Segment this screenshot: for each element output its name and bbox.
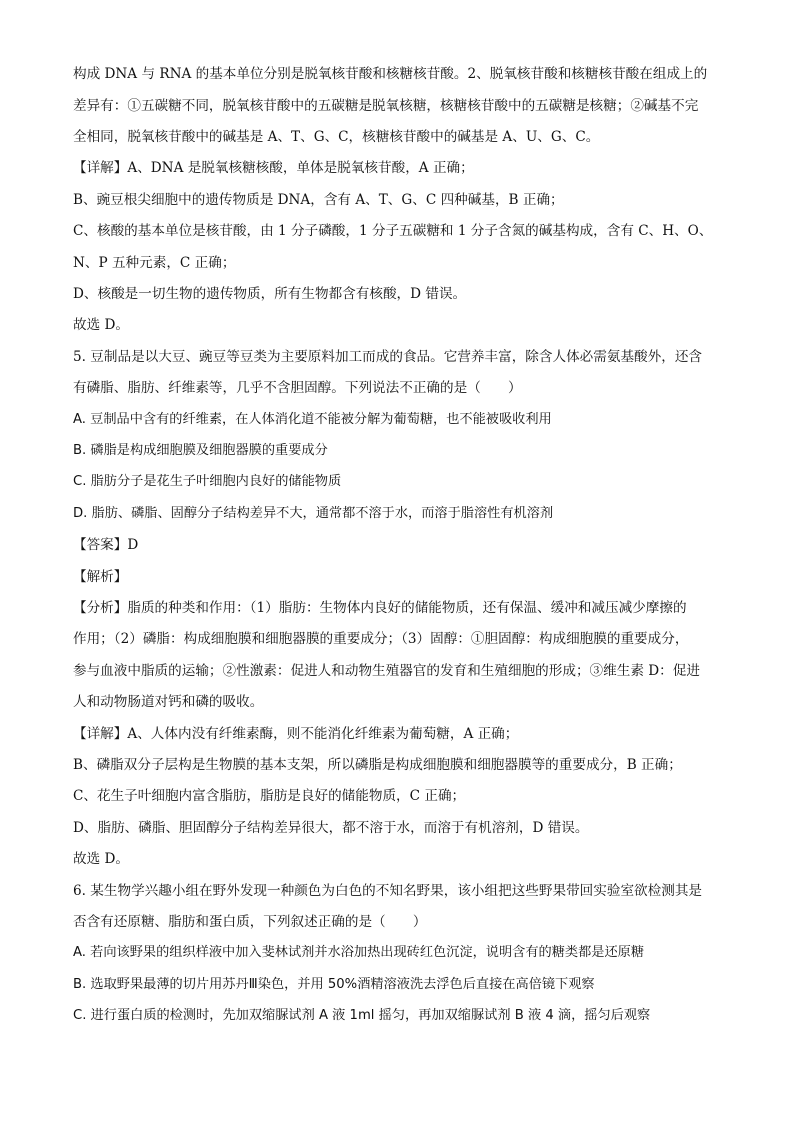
text-line: 差异有：①五碳糖不同，脱氧核苷酸中的五碳糖是脱氧核糖，核糖核苷酸中的五碳糖是核糖；②碱基不完 [73, 98, 699, 114]
text-line: 故选 D。 [73, 317, 130, 333]
text-line: C、核酸的基本单位是核苷酸，由 1 分子磷酸，1 分子五碳糖和 1 分子含氮的碱基构成，含有 C、H、O、 [73, 223, 713, 239]
text-line: B、磷脂双分子层构是生物膜的基本支架，所以磷脂是构成细胞膜和细胞器膜等的重要成分，B 正确； [73, 757, 682, 773]
text-line: 【详解】A、DNA 是脱氧核糖核酸，单体是脱氧核苷酸，A 正确； [73, 160, 474, 176]
question-5-option-c: C. 脂肪分子是花生子叶细胞内良好的储能物质 [73, 474, 342, 489]
text-line: 作用；（2）磷脂：构成细胞膜和细胞器膜的重要成分；（3）固醇：①胆固醇：构成细胞膜的重要成分， [73, 631, 689, 647]
question-5-stem: 5. 豆制品是以大豆、豌豆等豆类为主要原料加工而成的食品。它营养丰富，除含人体必需氨基酸外，还含 [73, 349, 703, 365]
question-6-option-b: B. 选取野果最薄的切片用苏丹Ⅲ染色，并用 50%酒精溶液洗去浮色后直接在高倍镜下观察 [73, 977, 595, 992]
text-line: 人和动物肠道对钙和磷的吸收。 [73, 694, 264, 710]
text-line: 故选 D。 [73, 851, 130, 867]
question-5-stem: 有磷脂、脂肪、纤维素等，几乎不含胆固醇。下列说法不正确的是（ ） [73, 380, 522, 396]
question-5-option-b: B. 磷脂是构成细胞膜及细胞器膜的重要成分 [73, 443, 328, 458]
text-line: N、P 五种元素，C 正确； [73, 255, 236, 271]
text-line: 【分析】脂质的种类和作用：（1）脂肪：生物体内良好的储能物质，还有保温、缓冲和减压减少摩擦的 [73, 600, 687, 616]
question-5-option-d: D. 脂肪、磷脂、固醇分子结构差异不大，通常都不溶于水，而溶于脂溶性有机溶剂 [73, 506, 554, 521]
text-line: C、花生子叶细胞内富含脂肪，脂肪是良好的储能物质，C 正确； [73, 788, 466, 804]
question-6-stem: 否含有还原糖、脂肪和蛋白质，下列叙述正确的是（ ） [73, 914, 427, 930]
answer-label: 【答案】D [73, 537, 139, 553]
text-line: D、脂肪、磷脂、胆固醇分子结构差异很大，都不溶于水，而溶于有机溶剂，D 错误。 [73, 820, 589, 836]
analysis-label: 【解析】 [73, 569, 128, 585]
text-line: 全相同，脱氧核苷酸中的碱基是 A、T、G、C，核糖核苷酸中的碱基是 A、U、G、C。 [73, 129, 600, 145]
question-6-option-a: A. 若向该野果的组织样液中加入斐林试剂并水浴加热出现砖红色沉淀，说明含有的糖类都是还原糖 [73, 945, 645, 960]
text-line: 参与血液中脂质的运输；②性激素：促进人和动物生殖器官的发育和生殖细胞的形成；③维生素 D：促进 [73, 663, 700, 679]
text-line: 【详解】A、人体内没有纤维素酶，则不能消化纤维素为葡萄糖，A 正确； [73, 726, 519, 742]
text-line: 构成 DNA 与 RNA 的基本单位分别是脱氧核苷酸和核糖核苷酸。2、脱氧核苷酸和核糖核苷酸在组成上的 [73, 66, 708, 82]
question-5-option-a: A. 豆制品中含有的纤维素，在人体消化道不能被分解为葡萄糖，也不能被吸收利用 [73, 412, 552, 427]
question-6-stem: 6. 某生物学兴趣小组在野外发现一种颜色为白色的不知名野果，该小组把这些野果带回实验室欲检测其是 [73, 883, 703, 899]
text-line: B、豌豆根尖细胞中的遗传物质是 DNA，含有 A、T、G、C 四种碱基，B 正确； [73, 192, 564, 208]
question-6-option-c: C. 进行蛋白质的检测时，先加双缩脲试剂 A 液 1ml 摇匀，再加双缩脲试剂 B 液 4 滴，摇匀后观察 [73, 1008, 651, 1023]
text-line: D、核酸是一切生物的遗传物质，所有生物都含有核酸，D 错误。 [73, 286, 467, 302]
